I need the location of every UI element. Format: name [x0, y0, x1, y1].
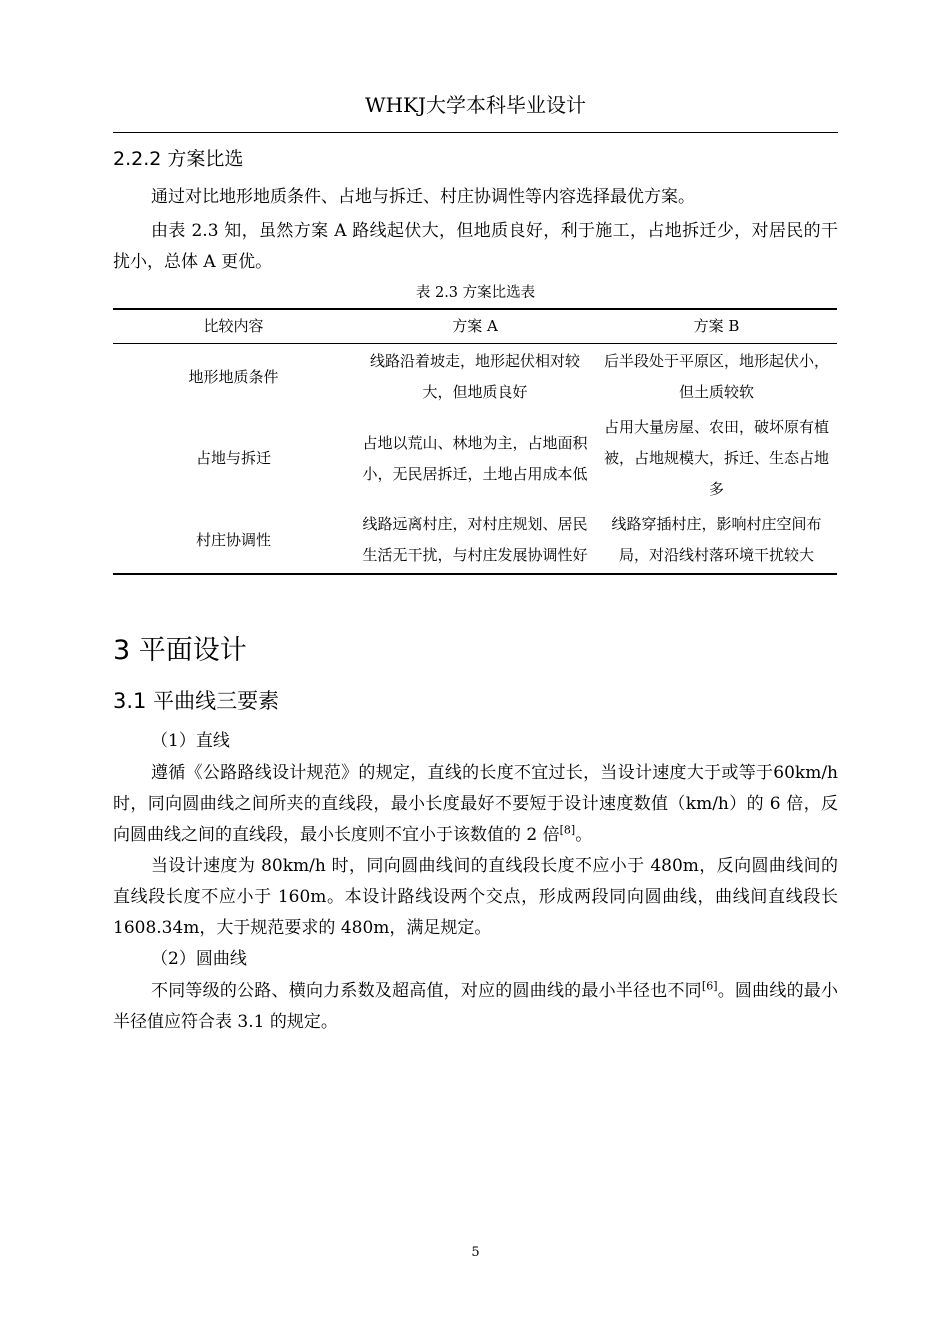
section-heading-2-2-2: 2.2.2 方案比选 — [113, 148, 244, 170]
paragraph-text: 。 — [575, 825, 593, 845]
table-row — [113, 410, 837, 507]
table-caption: 表 2.3 方案比选表 — [415, 285, 536, 301]
table-row — [113, 507, 837, 574]
table-header-row — [113, 309, 837, 344]
table-cell-item: 村庄协调性 — [113, 507, 354, 574]
paragraph-text: 遵循《公路路线设计规范》的规定，直线的长度不宜过长，当设计速度大于或等于60km/h时，同向圆曲线之间所夹的直线段，最小长度最好不要短于设计速度数值（km/h）的 6 倍，反向圆曲线之间的直线段，最小长度则不宜小于该数值的 2 倍 — [113, 763, 838, 845]
table-cell-plan-b: 线路穿插村庄，影响村庄空间布局，对沿线村落环境干扰较大 — [596, 507, 837, 574]
paragraph: 由表 2.3 知，虽然方案 A 路线起伏大，但地质良好，利于施工，占地拆迁少，对居民的干扰小，总体 A 更优。 — [113, 221, 838, 272]
paragraph: 通过对比地形地质条件、占地与拆迁、村庄协调性等内容选择最优方案。 — [151, 187, 695, 207]
chapter-heading-3: 3 平面设计 — [113, 635, 247, 666]
table-cell-item: 占地与拆迁 — [195, 449, 271, 467]
paragraph-text: 。圆曲线的最小半径值应符合表 3.1 的规定。 — [113, 981, 839, 1032]
header-rule — [113, 132, 838, 133]
table-header-cell: 方案 B — [596, 309, 837, 344]
citation-ref: [8] — [559, 823, 576, 837]
paragraph-text: 不同等级的公路、横向力系数及超高值，对应的圆曲线的最小半径也不同 — [151, 981, 702, 1001]
citation-ref: [6] — [701, 979, 718, 993]
table-header-cell: 方案 A — [354, 309, 596, 344]
table-cell-plan-a: 占地以荒山、林地为主，占地面积小，无民居拆迁，土地占用成本低 — [362, 433, 588, 483]
table-cell-plan-b: 后半段处于平原区，地形起伏小，但土质较软 — [603, 352, 829, 401]
table-cell-plan-a: 线路远离村庄，对村庄规划、居民生活无干扰，与村庄发展协调性好 — [354, 507, 596, 574]
running-header: WHKJ大学本科毕业设计 — [365, 93, 586, 117]
comparison-table — [113, 308, 837, 575]
section-heading-3-1: 3.1 平曲线三要素 — [113, 689, 280, 713]
table-cell-plan-a: 线路沿着坡走，地形起伏相对较大，但地质良好 — [369, 352, 580, 401]
paragraph — [113, 758, 838, 851]
page-number: 5 — [471, 1245, 480, 1260]
table-cell-plan-b: 占用大量房屋、农田，破坏原有植被，占地规模大，拆迁、生态占地多 — [603, 418, 829, 498]
table-header-cell: 比较内容 — [113, 309, 354, 344]
list-item-label: （2）圆曲线 — [151, 949, 247, 969]
paragraph: 当设计速度为 80km/h 时，同向圆曲线间的直线段长度不应小于 480m，反向圆曲线间的直线段长度不应小于 160m。本设计路线设两个交点，形成两段同向圆曲线，曲线间直线段长 1608.34m，大于规范要求的 480m，满足规定。 — [113, 856, 838, 938]
table-row — [113, 344, 837, 411]
paragraph — [113, 976, 838, 1038]
table-cell-item: 地形地质条件 — [188, 367, 279, 386]
list-item-label: （1）直线 — [151, 731, 230, 751]
